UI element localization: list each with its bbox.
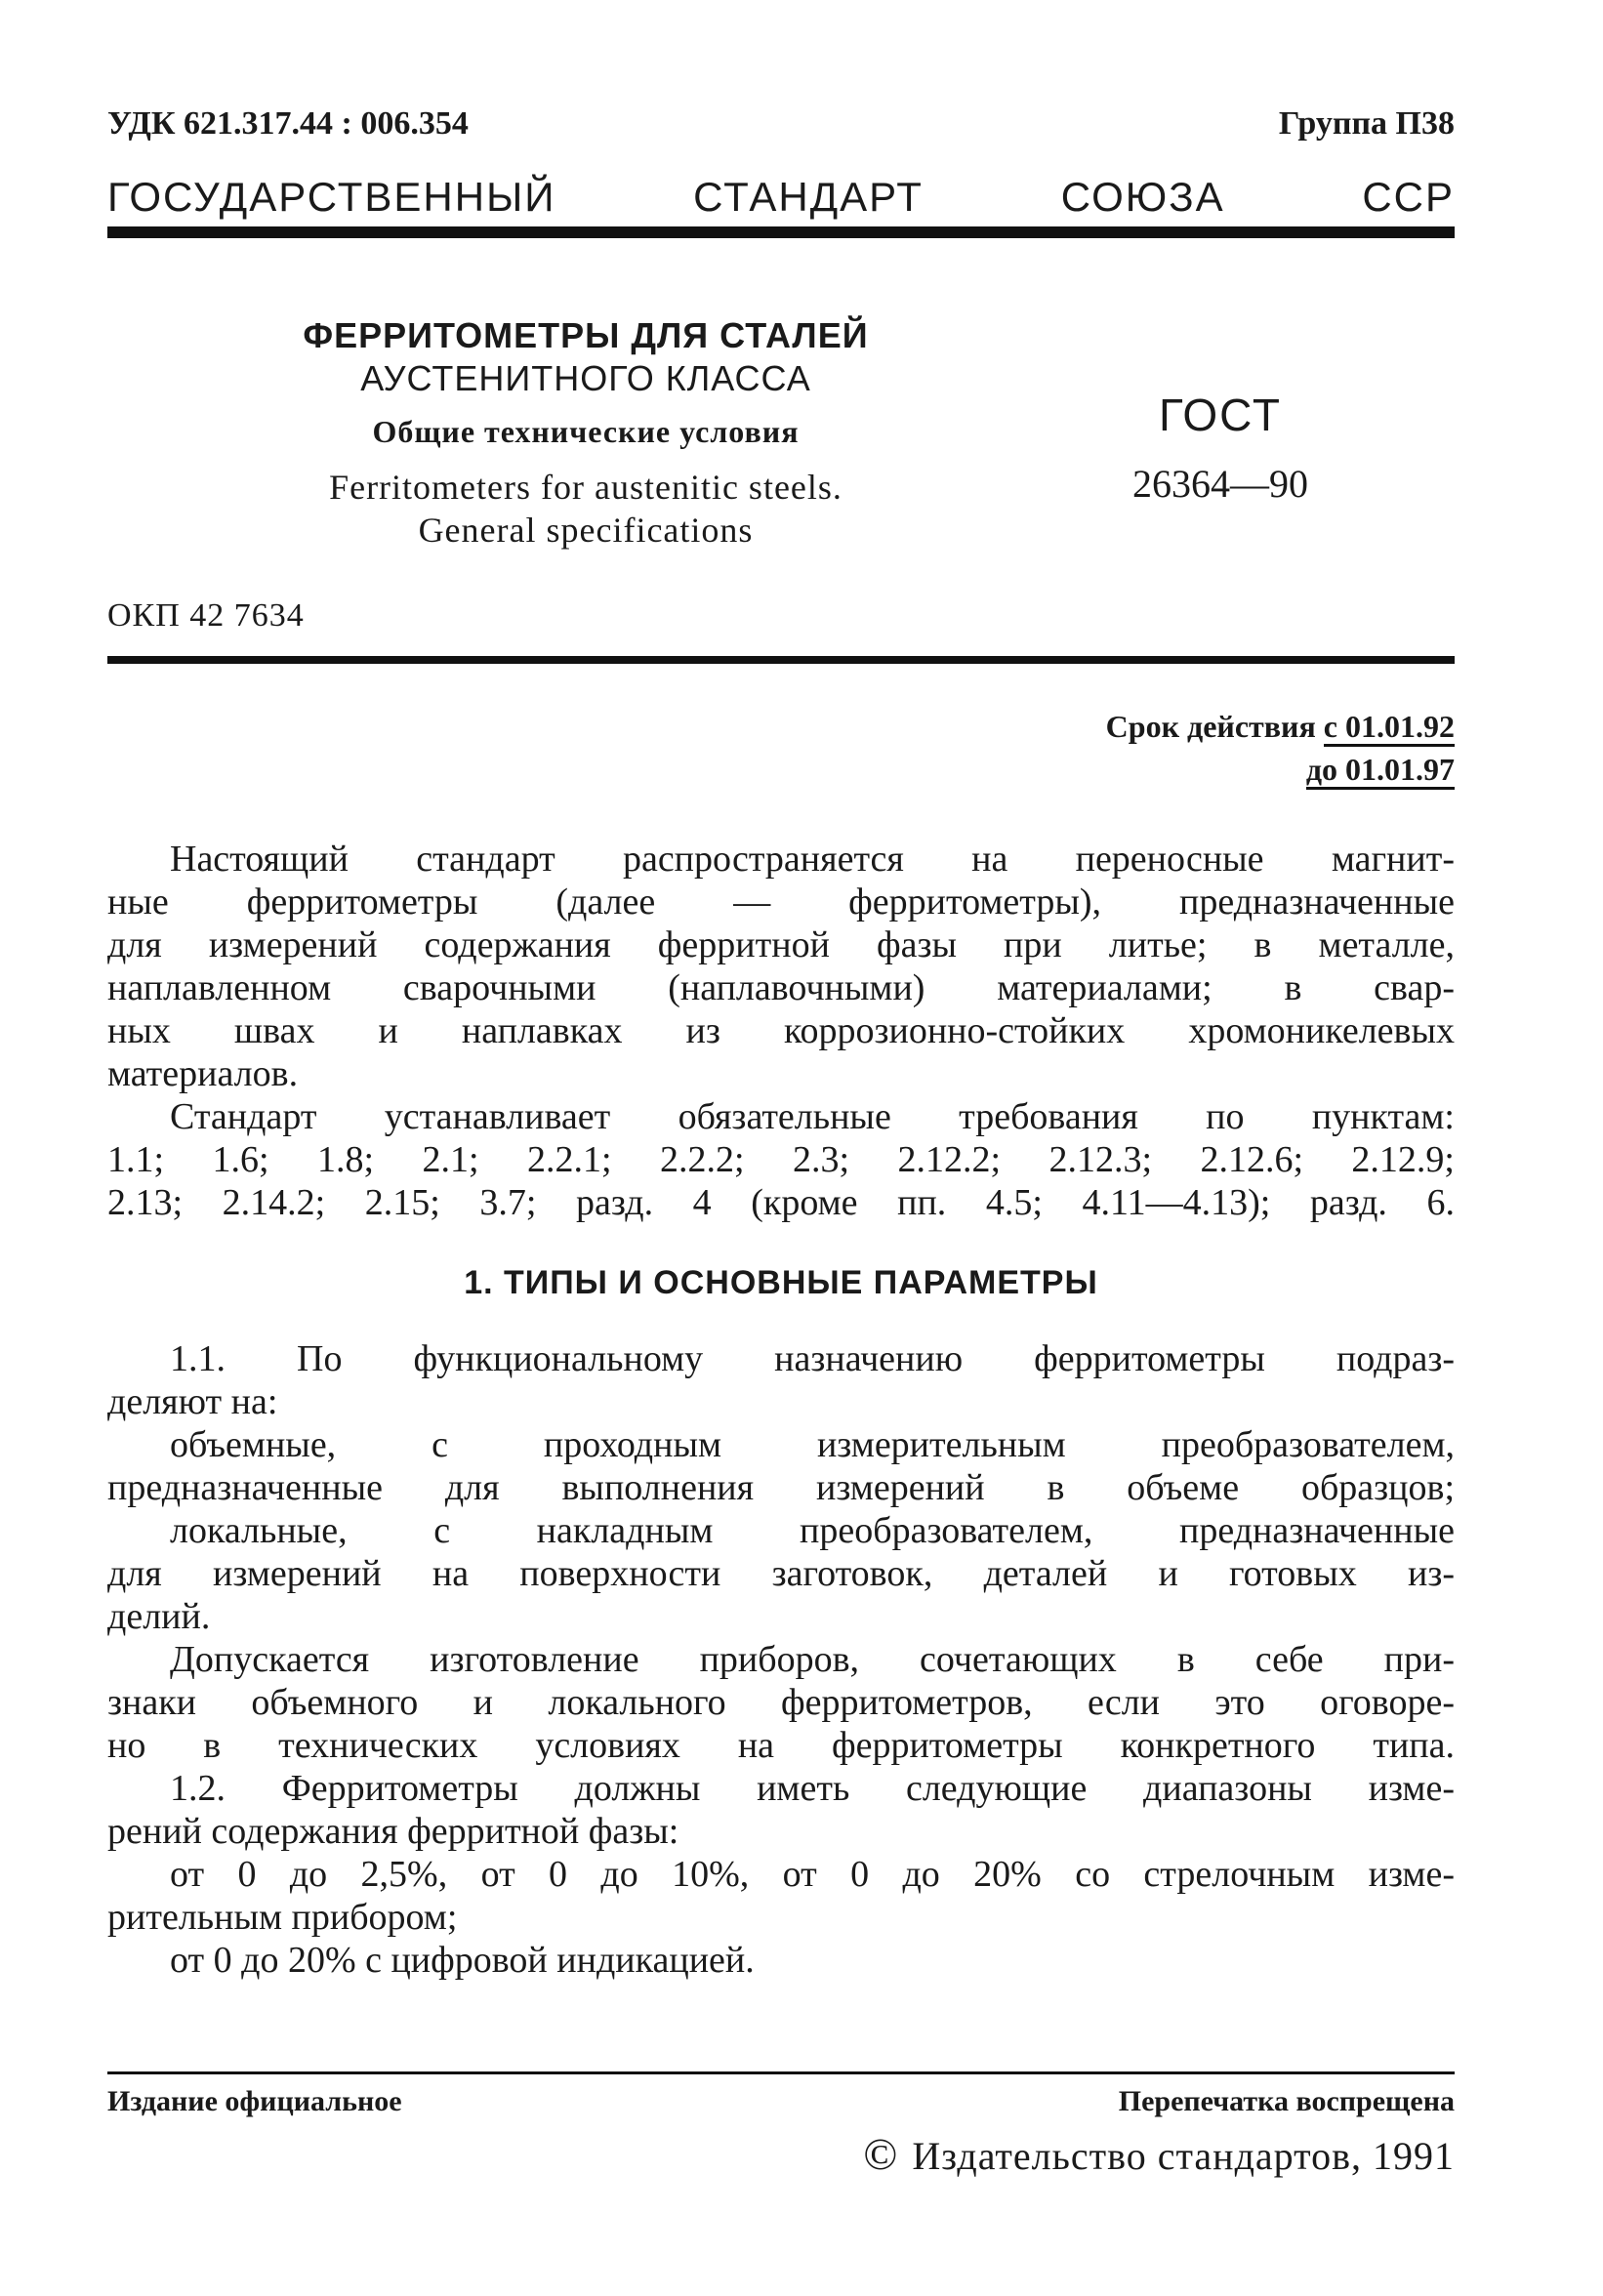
local-line: для измерений на поверхности заготовок, деталей и готовых из- xyxy=(107,1553,1455,1594)
mandatory-line: 2.13; 2.14.2; 2.15; 3.7; разд. 4 (кроме пп. 4.5; 4.11—4.13); разд. 6. xyxy=(107,1182,1455,1223)
gost-number: 26364—90 xyxy=(1132,462,1308,506)
combined-line: но в технических условиях на ферритометры конкретного типа. xyxy=(107,1725,1455,1766)
range-line: рительным прибором; xyxy=(107,1897,458,1938)
intro-line: Настоящий стандарт распространяется на переносные магнит- xyxy=(170,839,1455,880)
validity-to-line xyxy=(1106,748,1455,791)
title-block xyxy=(244,314,927,552)
english-title-line-2: General specifications xyxy=(418,511,754,550)
mandatory-line: 1.1; 1.6; 1.8; 2.1; 2.2.1; 2.2.2; 2.3; 2.12.2; 2.12.3; 2.12.6; 2.12.9; xyxy=(107,1139,1455,1180)
english-title-line-1: Ferritometers for austenitic steels. xyxy=(329,468,843,507)
mandatory-line: Стандарт устанавливает обязательные требования по пунктам: xyxy=(170,1096,1455,1137)
intro-line: ных швах и наплавках из коррозионно-стойких хромоникелевых xyxy=(107,1010,1455,1051)
publisher: Издательство стандартов, 1991 xyxy=(912,2134,1455,2178)
validity-to: до 01.01.97 xyxy=(1306,752,1455,790)
okp-code: ОКП 42 7634 xyxy=(107,597,305,634)
p11-line: деляют на: xyxy=(107,1381,278,1422)
reprint-prohibited: Перепечатка воспрещена xyxy=(1118,2085,1455,2117)
validity-from: с 01.01.92 xyxy=(1324,709,1455,747)
local-line: локальные, с накладным преобразователем, предназначенные xyxy=(170,1510,1455,1551)
title-rule xyxy=(107,656,1455,664)
intro-line: ные ферритометры (далее — ферритометры), предназначенные xyxy=(107,882,1455,922)
group-code: Группа П38 xyxy=(1278,105,1455,142)
title-line-2: АУСТЕНИТНОГО КЛАССА xyxy=(360,358,811,398)
intro-line: для измерений содержания ферритной фазы при литье; в металле, xyxy=(107,924,1455,965)
digital-range-line: от 0 до 20% с цифровой индикацией. xyxy=(170,1940,755,1981)
local-line: делий. xyxy=(107,1596,211,1637)
validity-label: Срок действия xyxy=(1105,709,1316,744)
footer-rule xyxy=(107,2071,1455,2074)
udk-code: УДК 621.317.44 : 006.354 xyxy=(107,105,469,142)
copyright-line xyxy=(863,2128,1455,2180)
p11-line: 1.1. По функциональному назначению ферритометры подраз- xyxy=(170,1338,1455,1379)
subtitle: Общие технические условия xyxy=(372,414,800,449)
title-line-1: ФЕРРИТОМЕТРЫ ДЛЯ СТАЛЕЙ xyxy=(303,315,869,355)
validity-period xyxy=(1106,705,1455,791)
validity-from-line xyxy=(1106,705,1455,748)
p12-line: рений содержания ферритной фазы: xyxy=(107,1811,679,1852)
p12-line: 1.2. Ферритометры должны иметь следующие диапазоны изме- xyxy=(170,1768,1455,1809)
gost-block xyxy=(1093,389,1347,507)
copyright-icon: © xyxy=(863,2129,899,2179)
official-edition: Издание официальное xyxy=(107,2085,402,2117)
section-heading: 1. ТИПЫ И ОСНОВНЫЕ ПАРАМЕТРЫ xyxy=(464,1264,1098,1301)
state-standard-heading: ГОСУДАРСТВЕННЫЙ СТАНДАРТ СОЮЗА ССР xyxy=(107,174,1455,220)
range-line: от 0 до 2,5%, от 0 до 10%, от 0 до 20% со стрелочным изме- xyxy=(170,1854,1455,1895)
combined-line: Допускается изготовление приборов, сочетающих в себе при- xyxy=(170,1639,1455,1680)
intro-line: наплавленном сварочными (наплавочными) материалами; в свар- xyxy=(107,967,1455,1008)
volume-line: объемные, с проходным измерительным преобразователем, xyxy=(170,1424,1455,1465)
document-body xyxy=(107,838,1455,1982)
volume-line: предназначенные для выполнения измерений в объеме образцов; xyxy=(107,1467,1455,1508)
combined-line: знаки объемного и локального ферритометров, если это оговоре- xyxy=(107,1682,1455,1723)
intro-line: материалов. xyxy=(107,1053,299,1094)
gost-label: ГОСТ xyxy=(1159,390,1282,440)
header-rule xyxy=(107,226,1455,238)
